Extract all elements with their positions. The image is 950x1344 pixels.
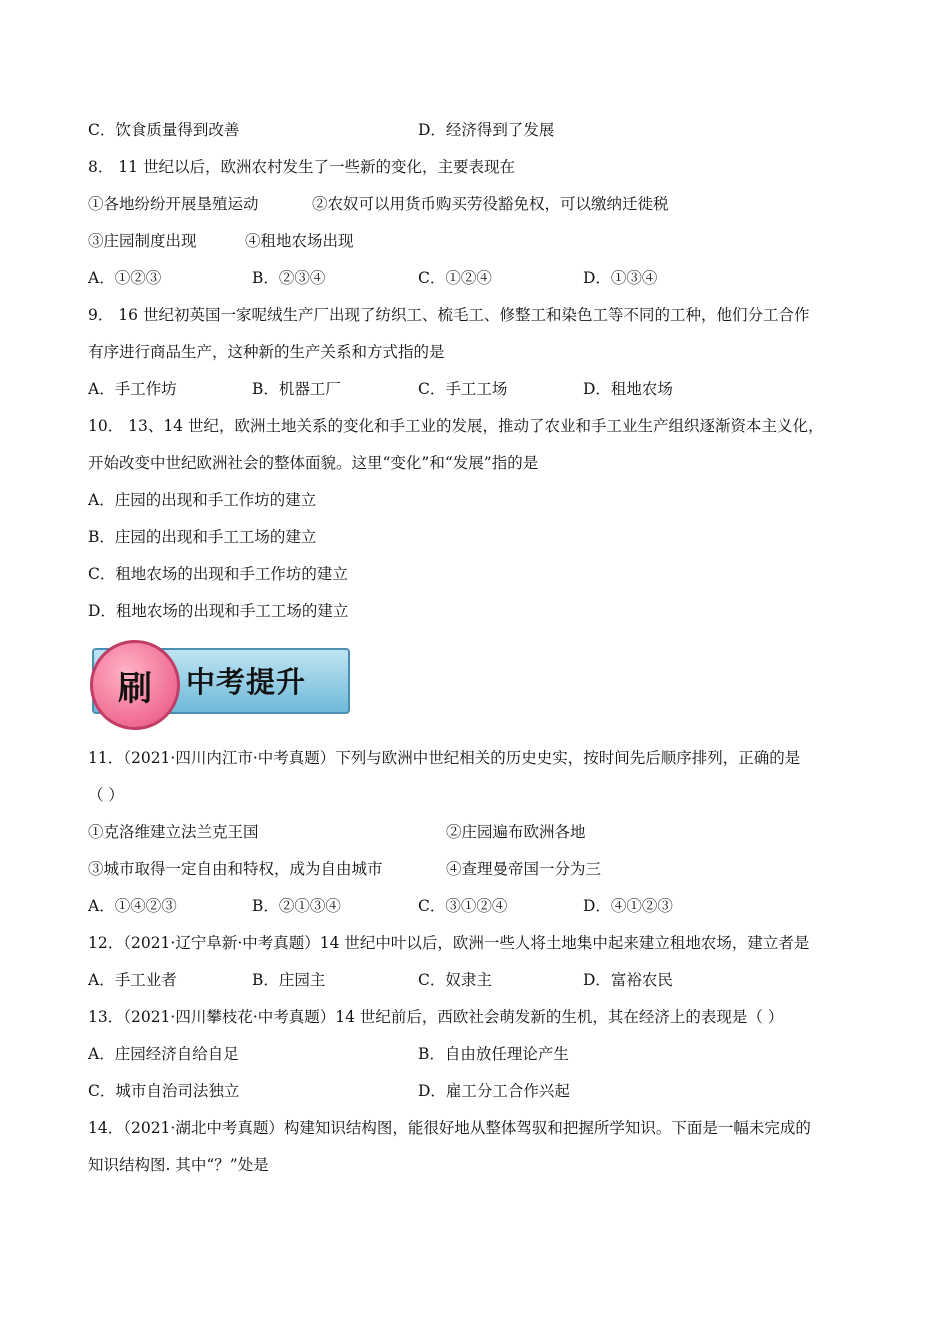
q9-option-d: D．租地农场: [583, 380, 673, 398]
q10-stem-line2: 开始改变中世纪欧洲社会的整体面貌。这里“变化”和“发展”指的是: [88, 454, 539, 472]
q9-option-c: C．手工工场: [418, 380, 508, 398]
q8-option-b: B．②③④: [252, 269, 326, 287]
q11-stem-line1: 11．（2021·四川内江市·中考真题）下列与欧洲中世纪相关的历史史实，按时间先后顺序排列，正确的是: [88, 749, 801, 767]
q13-option-d: D．雇工分工合作兴起: [418, 1082, 570, 1100]
banner-title: 中考提升: [186, 665, 307, 699]
q11-item-2: ②庄园遍布欧洲各地: [446, 823, 586, 841]
q8-item-3: ③庄园制度出现: [88, 232, 197, 250]
q9-option-a: A．手工作坊: [88, 380, 177, 398]
q10-option-b: B．庄园的出现和手工工场的建立: [88, 528, 317, 546]
q14-stem-line1: 14．（2021·湖北中考真题）构建知识结构图，能很好地从整体驾驭和把握所学知识。下面是一幅未完成的: [88, 1119, 811, 1137]
q12-option-b: B．庄园主: [252, 971, 326, 989]
q11-item-4: ④查理曼帝国一分为三: [446, 860, 602, 878]
q13-option-a: A．庄园经济自给自足: [88, 1045, 239, 1063]
q11-item-1: ①克洛维建立法兰克王国: [88, 823, 259, 841]
q12-stem: 12．（2021·辽宁阜新·中考真题）14 世纪中叶以后，欧洲一些人将土地集中起来建立租地农场，建立者是: [88, 934, 810, 952]
q7-option-d: D．经济得到了发展: [418, 121, 555, 139]
q8-option-a: A．①②③: [88, 269, 162, 287]
q10-option-c: C．租地农场的出现和手工作坊的建立: [88, 565, 348, 583]
q8-item-2: ②农奴可以用货币购买劳役豁免权，可以缴纳迁徙税: [312, 195, 669, 213]
q10-option-a: A．庄园的出现和手工作坊的建立: [88, 491, 317, 509]
q9-stem-line2: 有序进行商品生产，这种新的生产关系和方式指的是: [88, 343, 445, 361]
q11-stem-line2: （ ）: [88, 786, 124, 804]
q8-stem: 8． 11 世纪以后，欧洲农村发生了一些新的变化，主要表现在: [88, 158, 515, 176]
q9-option-b: B．机器工厂: [252, 380, 341, 398]
section-banner: [90, 640, 352, 718]
q8-item-4: ④租地农场出现: [245, 232, 354, 250]
q10-stem-line1: 10． 13、14 世纪，欧洲土地关系的变化和手工业的发展，推动了农业和手工业生产组织逐渐资本主义化，: [88, 417, 824, 435]
q11-option-a: A．①④②③: [88, 897, 177, 915]
q14-stem-line2: 知识结构图. 其中“？”处是: [88, 1156, 269, 1174]
q12-option-d: D．富裕农民: [583, 971, 673, 989]
q11-option-d: D．④①②③: [583, 897, 673, 915]
q12-option-a: A．手工业者: [88, 971, 177, 989]
q12-option-c: C．奴隶主: [418, 971, 492, 989]
q13-option-b: B．自由放任理论产生: [418, 1045, 569, 1063]
q10-option-d: D．租地农场的出现和手工工场的建立: [88, 602, 349, 620]
q11-item-3: ③城市取得一定自由和特权，成为自由城市: [88, 860, 383, 878]
q8-option-d: D．①③④: [583, 269, 658, 287]
q7-option-c: C．饮食质量得到改善: [88, 121, 240, 139]
q11-option-c: C．③①②④: [418, 897, 508, 915]
banner-circle-badge: 刷: [90, 640, 180, 730]
q9-stem-line1: 9． 16 世纪初英国一家呢绒生产厂出现了纺织工、梳毛工、修整工和染色工等不同的工种，他们分工合作: [88, 306, 810, 324]
q13-option-c: C．城市自治司法独立: [88, 1082, 240, 1100]
q8-item-1: ①各地纷纷开展垦殖运动: [88, 195, 259, 213]
q8-option-c: C．①②④: [418, 269, 492, 287]
q13-stem: 13．（2021·四川攀枝花·中考真题）14 世纪前后，西欧社会萌发新的生机，其在经济上的表现是（ ）: [88, 1008, 784, 1026]
q11-option-b: B．②①③④: [252, 897, 341, 915]
